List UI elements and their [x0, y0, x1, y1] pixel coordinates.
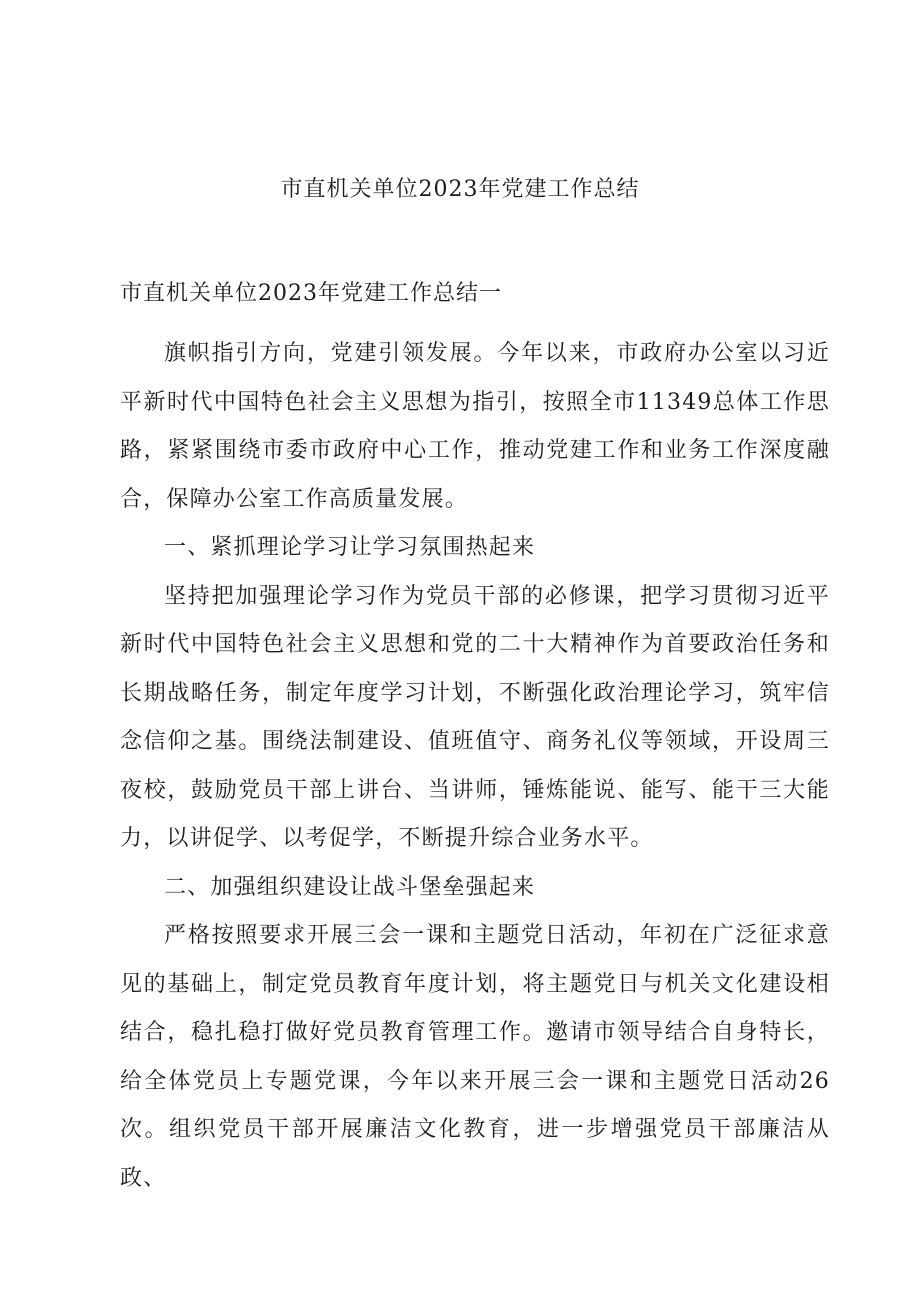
paragraph-organization: 严格按照要求开展三会一课和主题党日活动，年初在广泛征求意见的基础上，制定党员教育年度计划，将主题党日与机关文化建设相结合，稳扎稳打做好党员教育管理工作。邀请市领导结合自身特长，给全体党员上专题党课，今年以来开展三会一课和主题党日活动26次。组织党员干部开展廉洁文化教育，进一步增强党员干部廉洁从政、 — [120, 923, 830, 1191]
paragraph-theory-study: 坚持把加强理论学习作为党员干部的必修课，把学习贯彻习近平新时代中国特色社会主义思想和党的二十大精神作为首要政治任务和长期战略任务，制定年度学习计划，不断强化政治理论学习，筑牢信念信仰之基。围绕法制建设、值班值守、商务礼仪等领域，开设周三夜校，鼓励党员干部上讲台、当讲师，锤炼能说、能写、能干三大能力，以讲促学、以考促学，不断提升综合业务水平。 — [120, 583, 830, 851]
section-heading-2: 二、加强组织建设让战斗堡垒强起来 — [164, 874, 536, 900]
document-body — [120, 270, 830, 1203]
document-title: 市直机关单位2023年党建工作总结 — [280, 177, 640, 202]
spacer — [120, 318, 830, 330]
section-heading-1: 一、紧抓理论学习让学习氛围热起来 — [164, 535, 536, 560]
paragraph-intro: 旗帜指引方向，党建引领发展。今年以来，市政府办公室以习近平新时代中国特色社会主义思想为指引，按照全市11349总体工作思路，紧紧围绕市委市政府中心工作，推动党建工作和业务工作深度融合，保障办公室工作高质量发展。 — [120, 341, 830, 512]
section-subtitle: 市直机关单位2023年党建工作总结一 — [120, 281, 502, 306]
